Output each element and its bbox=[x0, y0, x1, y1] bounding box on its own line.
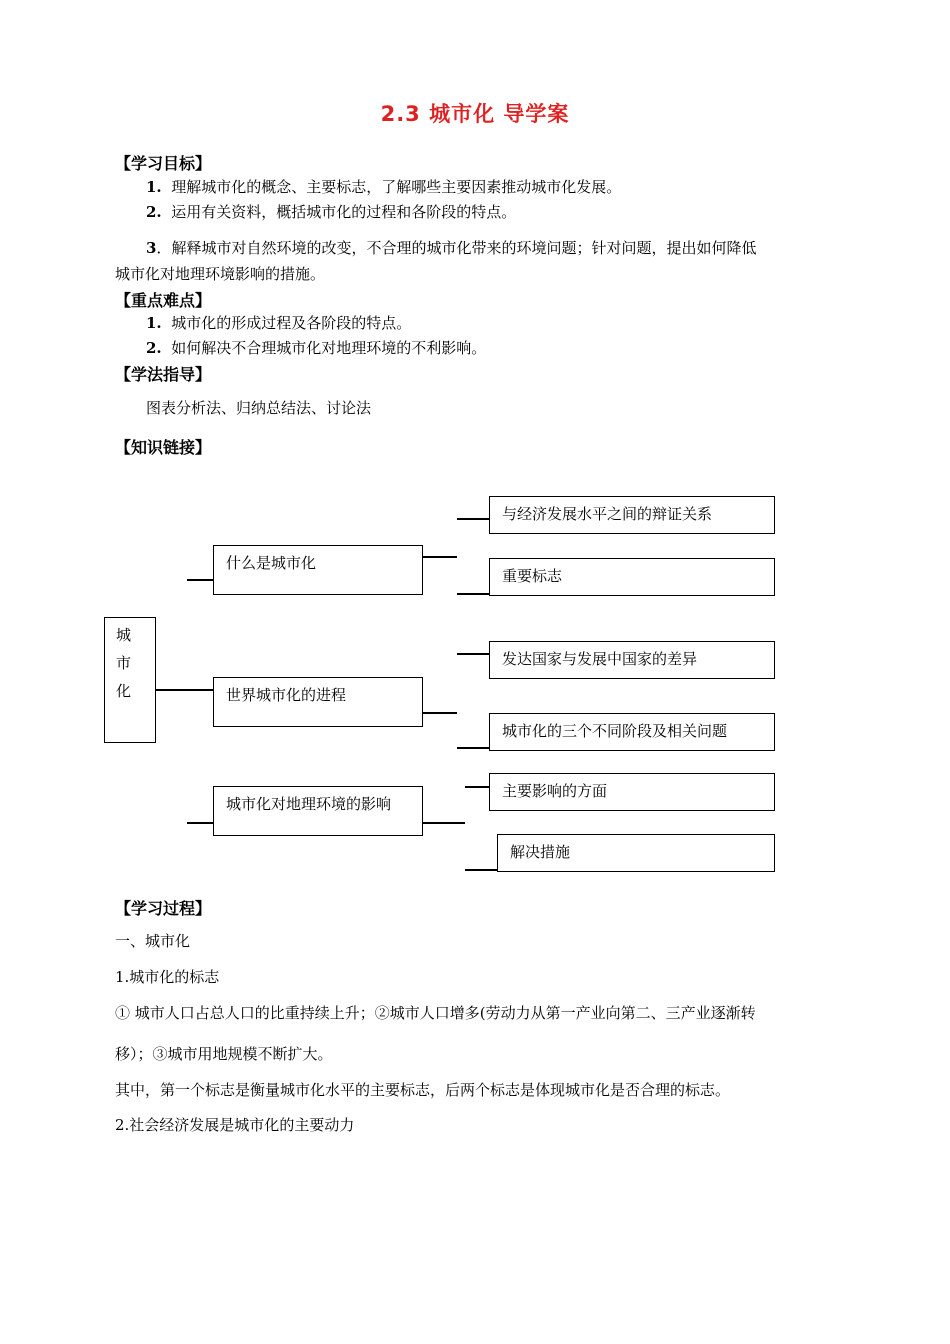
connector-line bbox=[457, 653, 489, 655]
paragraph-line: ① 城市人口占总人口的比重持续上升；②城市人口增多(劳动力从第一产业向第二、三产业逐渐转 bbox=[115, 1004, 756, 1022]
connector-line bbox=[423, 556, 457, 558]
leaf-label: 与经济发展水平之间的辩证关系 bbox=[502, 505, 713, 523]
concept-root-box bbox=[104, 617, 156, 743]
connector-line bbox=[457, 747, 489, 749]
section-heading: 一、城市化 bbox=[115, 932, 191, 950]
leaf-label: 解决措施 bbox=[510, 843, 571, 861]
leaf-box bbox=[497, 834, 775, 872]
keypoint-item-2 bbox=[146, 338, 486, 358]
leaf-label: 发达国家与发展中国家的差异 bbox=[502, 650, 698, 668]
leaf-box bbox=[489, 713, 775, 751]
branch-box-progress bbox=[213, 677, 423, 727]
leaf-box bbox=[489, 773, 775, 811]
method-heading: 【学法指导】 bbox=[115, 365, 212, 384]
goal-text-2: 运用有关资料，概括城市化的过程和各阶段的特点。 bbox=[171, 203, 517, 221]
process-heading: 【学习过程】 bbox=[115, 899, 212, 918]
connector-line bbox=[187, 822, 213, 824]
root-char-2: 市 bbox=[116, 654, 132, 672]
keypoint-item-1 bbox=[146, 313, 411, 333]
connector-line bbox=[465, 786, 489, 788]
goal-item-1 bbox=[146, 177, 621, 197]
branch-box-what-is bbox=[213, 545, 423, 595]
connector-line bbox=[465, 869, 497, 871]
goal-text-3: ．解释城市对自然环境的改变，不合理的城市化带来的环境问题；针对问题，提出如何降低 bbox=[156, 239, 757, 257]
branch-label: 世界城市化的进程 bbox=[226, 686, 347, 704]
goal-num-3: 3 bbox=[146, 239, 157, 257]
goals-heading: 【学习目标】 bbox=[115, 154, 212, 173]
connector-line bbox=[423, 822, 465, 824]
knowledge-heading: 【知识链接】 bbox=[115, 438, 212, 457]
connector-line bbox=[156, 689, 213, 691]
keypoint-text-1: 城市化的形成过程及各阶段的特点。 bbox=[171, 314, 412, 332]
connector-line bbox=[187, 579, 213, 581]
branch-label: 什么是城市化 bbox=[226, 554, 317, 572]
leaf-box bbox=[489, 496, 775, 534]
connector-line bbox=[423, 712, 457, 714]
keypoints-heading: 【重点难点】 bbox=[115, 291, 212, 310]
leaf-box bbox=[489, 641, 775, 679]
paragraph-line: 移）；③城市用地规模不断扩大。 bbox=[115, 1045, 333, 1063]
method-text: 图表分析法、归纳总结法、讨论法 bbox=[146, 399, 372, 417]
keypoint-num-2: 2. bbox=[146, 339, 162, 357]
leaf-label: 城市化的三个不同阶段及相关问题 bbox=[502, 722, 728, 740]
goal-text-1: 理解城市化的概念、主要标志，了解哪些主要因素推动城市化发展。 bbox=[171, 178, 622, 196]
subsection-heading: 1.城市化的标志 bbox=[115, 968, 220, 986]
root-char-3: 化 bbox=[116, 682, 132, 700]
goal-item-2 bbox=[146, 202, 516, 222]
goal-num-2: 2. bbox=[146, 203, 162, 221]
page-title: 2.3 城市化 导学案 bbox=[380, 102, 570, 126]
root-char-1: 城 bbox=[116, 626, 132, 644]
keypoint-num-1: 1. bbox=[146, 314, 162, 332]
goal-text-3-cont: 城市化对地理环境影响的措施。 bbox=[115, 265, 326, 283]
leaf-label: 重要标志 bbox=[502, 567, 563, 585]
goal-num-1: 1. bbox=[146, 178, 162, 196]
paragraph: 其中，第一个标志是衡量城市化水平的主要标志，后两个标志是体现城市化是否合理的标志。 bbox=[115, 1081, 731, 1099]
branch-box-impact bbox=[213, 786, 423, 836]
connector-line bbox=[457, 518, 489, 520]
leaf-box bbox=[489, 558, 775, 596]
connector-line bbox=[457, 593, 489, 595]
leaf-label: 主要影响的方面 bbox=[502, 782, 608, 800]
goal-item-3 bbox=[146, 238, 756, 258]
keypoint-text-2: 如何解决不合理城市化对地理环境的不利影响。 bbox=[171, 339, 487, 357]
branch-label: 城市化对地理环境的影响 bbox=[226, 795, 392, 813]
subsection-heading: 2.社会经济发展是城市化的主要动力 bbox=[115, 1116, 355, 1134]
